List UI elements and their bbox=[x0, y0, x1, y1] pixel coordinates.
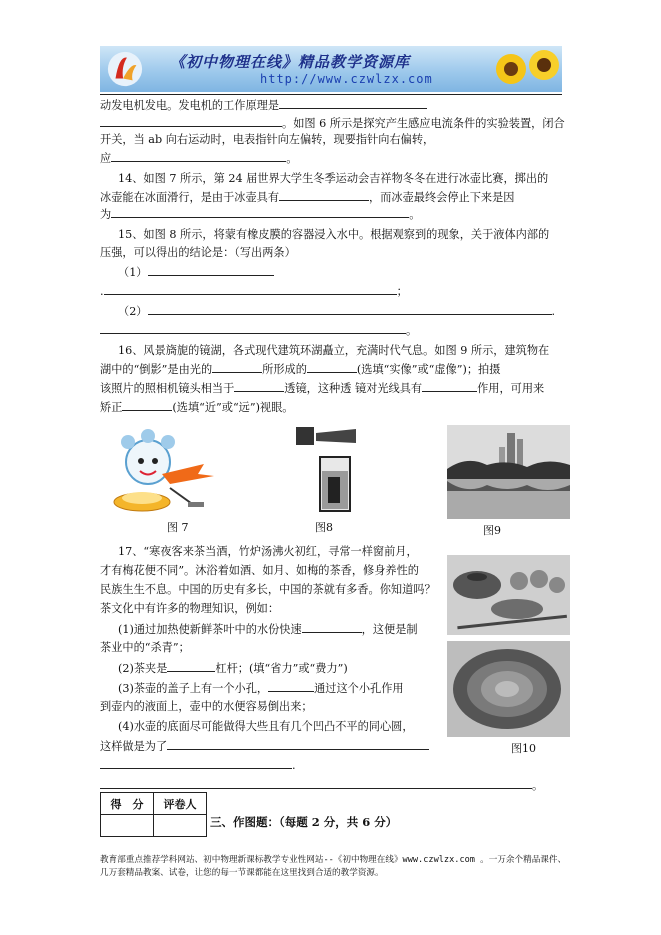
answer-blank[interactable] bbox=[279, 97, 427, 109]
grader-cell[interactable] bbox=[154, 815, 207, 837]
q15-item2: （2） . bbox=[118, 305, 556, 318]
section-3-heading: 三、作图题：（每题 2 分，共 6 分） bbox=[210, 815, 398, 829]
q17-sub4-cont: 这样做是为了 bbox=[100, 738, 429, 754]
score-table bbox=[100, 792, 207, 837]
q17-line3: 民族生生不息。中国的历史有多长，中国的茶就有多香。你知道吗？ bbox=[100, 583, 436, 596]
answer-blank[interactable] bbox=[100, 322, 406, 334]
answer-blank[interactable] bbox=[279, 189, 369, 201]
q13-line4: 应 。 bbox=[100, 152, 298, 165]
answer-blank[interactable] bbox=[302, 621, 362, 633]
q17-sub4: (4)水壶的底面尽可能做得大些且有几个凹凸不平的同心圆， bbox=[118, 720, 414, 733]
answer-blank[interactable] bbox=[148, 303, 552, 315]
sunflower-icon bbox=[495, 53, 527, 85]
q16-line2: 湖中的“倒影”是由光的 所形成的 (选填“实像”或“虚像”)；拍摄 bbox=[100, 363, 501, 376]
answer-blank[interactable] bbox=[268, 680, 314, 692]
q15-item1: （1） bbox=[118, 264, 274, 280]
q14-line1: 14、如图 7 所示，第 24 届世界大学生冬季运动会吉祥物冬冬在进行冰壶比赛，掷出的 bbox=[118, 172, 549, 185]
q15-line1: 15、如图 8 所示，将蒙有橡皮膜的容器浸入水中。根据观察到的现象，关于液体内部的 bbox=[118, 228, 550, 241]
banner-title: 《初中物理在线》精品教学资源库 bbox=[170, 53, 411, 71]
answer-blank[interactable] bbox=[167, 738, 429, 750]
q16-line3: 该照片的照相机镜头相当于 透镜，这种透 镜对光线具有 作用，可用来 bbox=[100, 382, 545, 395]
q16-line4: 矫正 (选填“近”或“远”)视眼。 bbox=[100, 401, 294, 414]
header-banner bbox=[100, 46, 562, 92]
figure-10-tea-set-photo bbox=[447, 555, 570, 737]
q17-line1: 17、“寒夜客来茶当酒，竹炉汤沸火初红，寻常一样窗前月， bbox=[118, 545, 418, 558]
answer-blank[interactable] bbox=[122, 399, 172, 411]
answer-blank[interactable] bbox=[100, 777, 532, 789]
q14-line2: 冰壶能在冰面滑行，是由于冰壶具有 ，而冰壶最终会停止下来是因 bbox=[100, 191, 515, 204]
page-footer: 教育部重点推荐学科网站、初中物理新课标教学专业性网站--《初中物理在线》www.czwlzx.com 。一万余个精品课件、几万套精品教案、试卷，让您的每一节课都能在这里找到合适的教学资源。 bbox=[100, 855, 567, 878]
answer-blank[interactable] bbox=[111, 150, 286, 162]
q17-answer-line2: . bbox=[100, 757, 296, 773]
score-header: 得 分 bbox=[101, 793, 154, 815]
answer-blank[interactable] bbox=[111, 206, 409, 218]
banner-url[interactable]: http://www.czwlzx.com bbox=[260, 72, 433, 86]
q15-line2: 压强，可以得出的结论是：（写出两条） bbox=[100, 246, 296, 259]
q17-sub1-cont: 茶业中的“杀青”； bbox=[100, 641, 190, 654]
q15-item2-cont: 。 bbox=[100, 322, 417, 338]
answer-blank[interactable] bbox=[104, 283, 397, 295]
figure-7-caption: 图 7 bbox=[167, 521, 189, 534]
answer-blank[interactable] bbox=[100, 757, 292, 769]
header-divider bbox=[100, 94, 562, 95]
answer-blank[interactable] bbox=[422, 380, 477, 392]
q17-sub3: (3)茶壶的盖子上有一个小孔， 通过这个小孔作用 bbox=[118, 682, 404, 695]
figure-10-caption: 图10 bbox=[511, 742, 536, 755]
q17-line2: 才有梅花便不同”。沐浴着如酒、如月、如梅的茶香，修身养性的 bbox=[100, 564, 419, 577]
answer-blank[interactable] bbox=[212, 361, 262, 373]
q13-line1: 动发电机发电。发电机的工作原理是 bbox=[100, 97, 427, 113]
answer-blank[interactable] bbox=[234, 380, 284, 392]
answer-blank[interactable] bbox=[100, 115, 282, 127]
sunflower-icon bbox=[528, 49, 560, 81]
q14-line3: 为 。 bbox=[100, 208, 421, 221]
q17-answer-line3: 。 bbox=[100, 777, 543, 793]
q17-sub2: (2)茶夹是 杠杆；(填“省力”或“费力”) bbox=[118, 662, 348, 675]
grader-header: 评卷人 bbox=[154, 793, 207, 815]
score-cell[interactable] bbox=[101, 815, 154, 837]
figure-8-caption: 图8 bbox=[315, 521, 333, 534]
q13-line3: 开关，当 ab 向右运动时，电表指针向左偏转，现要指针向右偏转， bbox=[100, 133, 435, 146]
figure-9-caption: 图9 bbox=[483, 524, 501, 537]
q13-line2: 。如图 6 所示是探究产生感应电流条件的实验装置，闭合 bbox=[100, 115, 565, 131]
site-logo-icon bbox=[106, 50, 144, 88]
figure-9-lake-photo bbox=[447, 425, 570, 519]
answer-blank[interactable] bbox=[307, 361, 357, 373]
q15-item1-cont: . ； bbox=[100, 285, 408, 298]
q17-line4: 茶文化中有许多的物理知识，例如： bbox=[100, 602, 280, 615]
figure-7-mascot-curling bbox=[100, 428, 220, 520]
q16-line1: 16、风景旖旎的镜湖，各式现代建筑环湖矗立，充满时代气息。如图 9 所示，建筑物在 bbox=[118, 344, 550, 357]
answer-blank[interactable] bbox=[167, 660, 215, 672]
q17-sub3-cont: 到壶内的液面上，壶中的水便容易倒出来； bbox=[100, 700, 313, 713]
q17-sub1: (1)通过加热使新鲜茶叶中的水份快速 ，这便是制 bbox=[118, 623, 418, 636]
answer-blank[interactable] bbox=[148, 264, 274, 276]
figure-8-membrane-container bbox=[292, 425, 360, 517]
